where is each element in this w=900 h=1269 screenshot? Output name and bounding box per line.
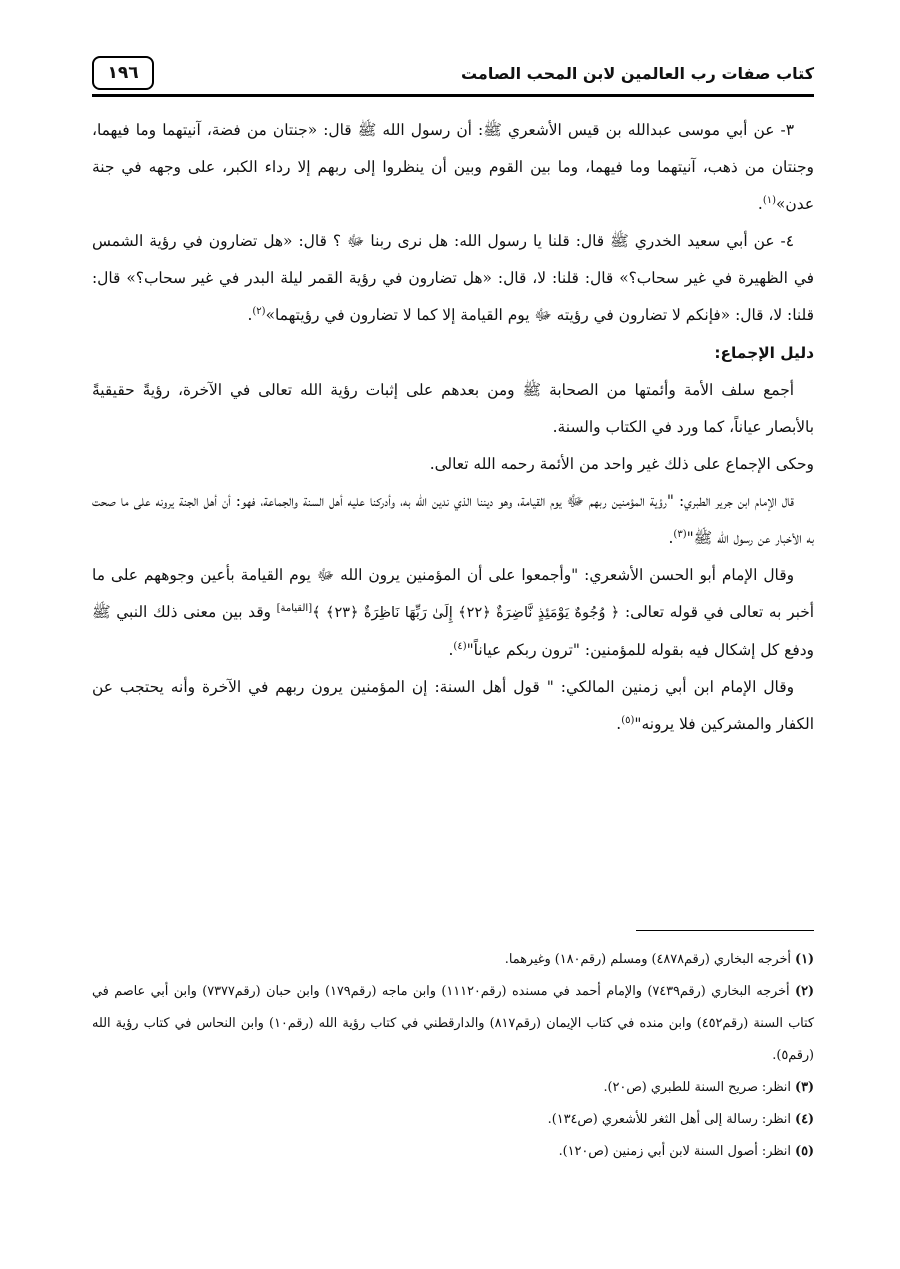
footnotes xyxy=(92,944,814,1168)
book-title: كتاب صفات رب العالمين لابن المحب الصامت xyxy=(460,64,814,83)
ibn-abi-zamanin-quote-text: وقال الإمام ابن أبي زمنين المالكي: " قول أهل السنة: إن المؤمنين يرون ربهم في الآخرة وأنه يحتجب عن الكفار والمشركين فلا يرونه" xyxy=(92,678,814,733)
footnote-text: أخرجه البخاري (رقم٤٨٧٨) ومسلم (رقم١٨٠) وغيرهما. xyxy=(504,952,791,967)
quran-verse: ﴿ وُجُوهٌ يَوْمَئِذٍ نَّاضِرَةٌ ﴿٢٢﴾ إِلَىٰ رَبِّهَا نَاظِرَةٌ ﴿٢٣﴾ ﴾ xyxy=(312,605,620,621)
footnote-number: (١) xyxy=(795,952,814,967)
section-heading: دليل الإجماع: xyxy=(714,344,814,362)
tabari-quote-text: قال الإمام ابن جرير الطبري: "رؤية المؤمنين ربهم ﷻ يوم القيامة، وهو ديننا الذي ندين الله به، وأدركنا عليه أهل السنة والجماعة، فهو: أن أهل الجنة يرونه على ما صحت به الأخبار عن رسول الله ﷺ" xyxy=(92,492,814,547)
footnote-number: (٤) xyxy=(795,1112,814,1127)
ashari-quote-text-after: وقد بين معنى ذلك النبي ﷺ ودفع كل إشكال فيه بقوله للمؤمنين: "ترون ربكم عياناً" xyxy=(92,603,814,659)
hadith-3-text: ٣- عن أبي موسى عبدالله بن قيس الأشعري ﷺ: أن رسول الله ﷺ قال: «جنتان من فضة، آنيتهما وما فيهما، وجنتان من ذهب، آنيتهما وما فيهما، وما بين القوم وبين أن ينظروا إلى ربهم إلا رداء الكبر، على وجهه في جنة عدن» xyxy=(92,121,814,213)
footnote-ref-2: (٢) xyxy=(252,305,266,317)
footnote-text: انظر: رسالة إلى أهل الثغر للأشعري (ص١٣٤). xyxy=(547,1112,791,1127)
consensus-paragraph: أجمع سلف الأمة وأئمتها من الصحابة ﷺ ومن بعدهم على إثبات رؤية الله تعالى في الآخرة، رؤيةً حقيقيةً بالأبصار عياناً، كما ورد في الكتاب والسنة. xyxy=(92,381,814,436)
footnote-text: انظر: أصول السنة لابن أبي زمنين (ص١٢٠). xyxy=(558,1144,791,1159)
consensus-note: وحكى الإجماع على ذلك غير واحد من الأئمة رحمه الله تعالى. xyxy=(429,455,814,473)
footnote-ref-4: (٤) xyxy=(453,640,467,652)
footnote-5 xyxy=(92,1136,814,1168)
footnote-1 xyxy=(92,944,814,976)
ibn-abi-zamanin-quote: وقال الإمام ابن أبي زمنين المالكي: " قول أهل السنة: إن المؤمنين يرون ربهم في الآخرة وأنه يحتجب عن الكفار والمشركين فلا يرونه"$^{(٥)}$. xyxy=(92,678,814,733)
footnote-4 xyxy=(92,1104,814,1136)
footnote-text: أخرجه البخاري (رقم٧٤٣٩) والإمام أحمد في مسنده (رقم١١١٢٠) وابن ماجه (رقم١٧٩) وابن حبان (رقم٧٣٧٧) وابن أبي عاصم في كتاب السنة (رقم٤٥٢) وابن منده في كتاب الإيمان (رقم٨١٧) والدارقطني في كتاب رؤية الله (رقم١٠) وابن النحاس في كتاب رؤية الله (رقم٥). xyxy=(92,984,814,1063)
footnote-ref-5: (٥) xyxy=(621,714,635,726)
footnote-ref-1: (١) xyxy=(762,194,777,206)
footnote-number: (٣) xyxy=(795,1080,814,1095)
hadith-paragraph-3: ٣- عن أبي موسى عبدالله بن قيس الأشعري ﷺ: أن رسول الله ﷺ قال: «جنتان من فضة، آنيتهما وما فيهما، وجنتان من ذهب، آنيتهما وما فيهما، وما بين القوم وبين أن ينظروا إلى ربهم إلا رداء الكبر، على وجهه في جنة عدن»$^{(١)}$. xyxy=(92,121,814,213)
footnote-ref-3: (٣) xyxy=(673,528,687,540)
footnote-text: انظر: صريح السنة للطبري (ص٢٠). xyxy=(603,1080,791,1095)
footnote-3 xyxy=(92,1072,814,1104)
tabari-quote: قال الإمام ابن جرير الطبري: "رؤية المؤمنين ربهم ﷻ يوم القيامة، وهو ديننا الذي ندين الله به، وأدركنا عليه أهل السنة والجماعة، فهو: أن أهل الجنة يرونه على ما صحت به الأخبار عن رسول الله ﷺ"$^{(٣)}$. xyxy=(92,492,814,547)
page-number: ١٩٦ xyxy=(92,56,154,90)
surah-name: [القيامة] xyxy=(276,602,313,614)
footnote-separator xyxy=(636,930,814,931)
running-header xyxy=(92,52,814,97)
ashari-quote: وقال الإمام أبو الحسن الأشعري: "وأجمعوا على أن المؤمنين يرون الله ﷻ يوم القيامة بأعين وجوههم على ما أخبر به تعالى في قوله تعالى: ﴿ وُجُوهٌ يَوْمَئِذٍ نَّاضِرَةٌ ﴿٢٢﴾ إِلَىٰ رَبِّهَا نَاظِرَةٌ ﴿٢٣﴾ ﴾[القيامة] وقد بين معنى ذلك النبي ﷺ ودفع كل إشكال فيه بقوله للمؤمنين: "ترون ربكم عياناً"$^{(٤)}$. xyxy=(92,566,815,659)
footnote-2 xyxy=(92,976,814,1072)
main-text xyxy=(92,112,814,743)
ashari-quote-text-before: وقال الإمام أبو الحسن الأشعري: "وأجمعوا على أن المؤمنين يرون الله ﷻ يوم القيامة بأعين وجوههم على ما أخبر به تعالى في قوله تعالى: xyxy=(92,566,815,621)
hadith-4-text: ٤- عن أبي سعيد الخدري ﷺ قال: قلنا يا رسول الله: هل نرى ربنا ﷻ ؟ قال: «هل تضارون في رؤية الشمس في الظهيرة في غير سحاب؟» قال: قلنا: لا، قال: «هل تضارون في رؤية القمر ليلة البدر في غير سحاب؟» قال: قلنا: لا، قال: «فإنكم لا تضارون في رؤيته ﷻ يوم القيامة إلا كما لا تضارون في رؤيتهما» xyxy=(92,232,814,324)
footnote-number: (٢) xyxy=(795,984,814,999)
footnote-number: (٥) xyxy=(795,1144,814,1159)
hadith-paragraph-4: ٤- عن أبي سعيد الخدري ﷺ قال: قلنا يا رسول الله: هل نرى ربنا ﷻ ؟ قال: «هل تضارون في رؤية الشمس في الظهيرة في غير سحاب؟» قال: قلنا: لا، قال: «هل تضارون في رؤية القمر ليلة البدر في غير سحاب؟» قال: قلنا: لا، قال: «فإنكم لا تضارون في رؤيته ﷻ يوم القيامة إلا كما لا تضارون في رؤيتهما»$^{(٢)}$. xyxy=(92,232,814,324)
